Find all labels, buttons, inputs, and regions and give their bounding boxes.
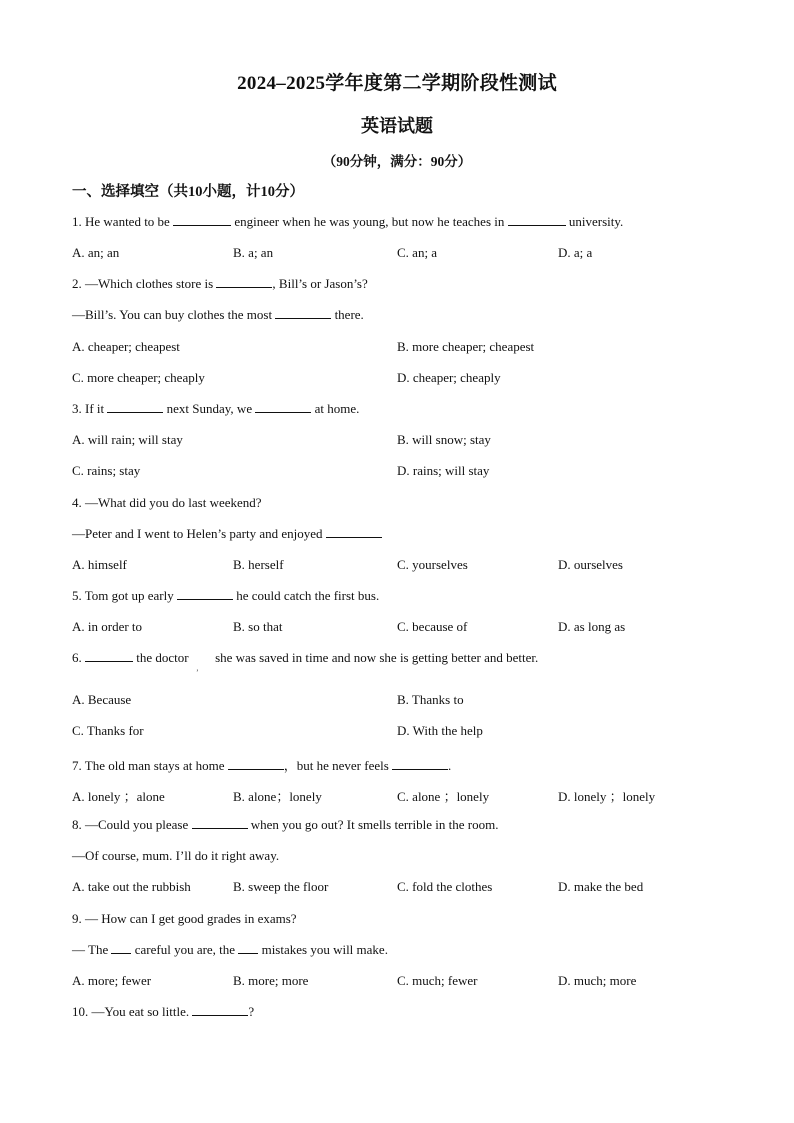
option-d: D. much; more <box>558 973 637 988</box>
answer-blank <box>107 401 163 413</box>
answer-blank <box>192 817 248 829</box>
question-8 <box>72 817 498 833</box>
answer-gap <box>192 651 212 662</box>
option-d: D. lonely ；lonely <box>558 789 656 804</box>
option-c: C. alone ；lonely <box>397 789 490 804</box>
option-d: D. With the help <box>397 723 483 738</box>
stray-mark: ’ <box>196 668 199 677</box>
option-b: B. a; an <box>233 245 274 260</box>
question-4: 4. —What did you do last weekend? <box>72 495 262 510</box>
option-b: B. more cheaper; cheapest <box>397 339 535 354</box>
question-4-reply <box>72 526 382 542</box>
option-b: B. more; more <box>233 973 309 988</box>
option-a: A. will rain; will stay <box>72 432 183 447</box>
option-c: C. Thanks for <box>72 723 144 738</box>
exam-subject: 英语试题 <box>361 116 433 136</box>
question-text: ，but he never feels <box>283 758 393 773</box>
answer-blank <box>111 942 131 954</box>
question-5 <box>72 588 379 604</box>
question-9-reply <box>72 942 388 958</box>
answer-blank <box>173 214 231 226</box>
question-3 <box>72 401 359 417</box>
option-a: A. an; an <box>72 245 120 260</box>
option-c: C. an; a <box>397 245 438 260</box>
option-b: B. alone；lonely <box>233 789 322 804</box>
answer-blank <box>192 1004 248 1016</box>
answer-blank <box>275 307 331 319</box>
option-a: A. himself <box>72 557 127 572</box>
question-8-reply: —Of course, mum. I’ll do it right away. <box>72 848 280 863</box>
answer-blank <box>326 526 382 538</box>
question-text: she was saved in time and now she is getting better and better. <box>211 650 539 665</box>
option-a: A. Because <box>72 692 132 707</box>
question-text: at home. <box>311 401 360 416</box>
option-c: C. rains; stay <box>72 463 141 478</box>
question-text: — The <box>72 942 112 957</box>
question-text: ? <box>248 1004 255 1019</box>
exam-info: （90分钟，满分：90分） <box>322 154 472 169</box>
answer-blank <box>228 758 284 770</box>
question-text: the doctor <box>133 650 192 665</box>
option-b: B. Thanks to <box>397 692 464 707</box>
answer-blank <box>508 214 566 226</box>
question-text: when you go out? It smells terrible in the room. <box>247 817 499 832</box>
question-text: next Sunday, we <box>163 401 256 416</box>
question-text: mistakes you will make. <box>258 942 388 957</box>
question-text: —Peter and I went to Helen’s party and enjoyed <box>72 526 326 541</box>
answer-blank <box>216 276 272 288</box>
option-d: D. rains; will stay <box>397 463 490 478</box>
question-text: 8. —Could you please <box>72 817 192 832</box>
question-2-reply <box>72 307 364 323</box>
question-text: . <box>448 758 452 773</box>
exam-title: 2024–2025学年度第二学期阶段性测试 <box>237 73 557 94</box>
question-9: 9. — How can I get good grades in exams? <box>72 911 297 926</box>
option-d: D. as long as <box>558 619 626 634</box>
question-text: 6. <box>72 650 85 665</box>
question-text: 10. —You eat so little. <box>72 1004 193 1019</box>
question-text: 3. If it <box>72 401 108 416</box>
answer-blank <box>255 401 311 413</box>
option-d: D. cheaper; cheaply <box>397 370 501 385</box>
option-c: C. fold the clothes <box>397 879 493 894</box>
question-text: 7. The old man stays at home <box>72 758 228 773</box>
option-c: C. much; fewer <box>397 973 478 988</box>
question-text: engineer when he was young, but now he teaches in <box>231 214 508 229</box>
section-heading: 一、选择填空（共10小题，计10分） <box>72 184 304 200</box>
option-a: A. more; fewer <box>72 973 152 988</box>
question-text: , Bill’s or Jason’s? <box>272 276 368 291</box>
option-d: D. a; a <box>558 245 593 260</box>
question-text: university. <box>565 214 624 229</box>
question-text: —Bill’s. You can buy clothes the most <box>72 307 276 322</box>
option-d: D. make the bed <box>558 879 644 894</box>
option-a: A. cheaper; cheapest <box>72 339 180 354</box>
question-text: he could catch the first bus. <box>233 588 380 603</box>
option-d: D. ourselves <box>558 557 623 572</box>
answer-blank <box>392 758 448 770</box>
question-10 <box>72 1004 254 1020</box>
option-a: A. lonely ；alone <box>72 789 165 804</box>
question-text: 5. Tom got up early <box>72 588 178 603</box>
question-text: careful you are, the <box>131 942 239 957</box>
answer-blank <box>177 588 233 600</box>
question-text: 1. He wanted to be <box>72 214 174 229</box>
question-text: there. <box>331 307 364 322</box>
option-c: C. more cheaper; cheaply <box>72 370 205 385</box>
answer-blank <box>238 942 258 954</box>
option-b: B. will snow; stay <box>397 432 491 447</box>
option-c: C. yourselves <box>397 557 468 572</box>
question-text: 2. —Which clothes store is <box>72 276 217 291</box>
option-b: B. sweep the floor <box>233 879 329 894</box>
question-1 <box>72 214 623 230</box>
option-b: B. so that <box>233 619 283 634</box>
question-7 <box>72 755 451 774</box>
option-a: A. take out the rubbish <box>72 879 191 894</box>
question-2 <box>72 276 368 292</box>
option-b: B. herself <box>233 557 284 572</box>
question-6 <box>72 650 538 666</box>
answer-blank <box>85 650 133 662</box>
option-a: A. in order to <box>72 619 143 634</box>
option-c: C. because of <box>397 619 468 634</box>
